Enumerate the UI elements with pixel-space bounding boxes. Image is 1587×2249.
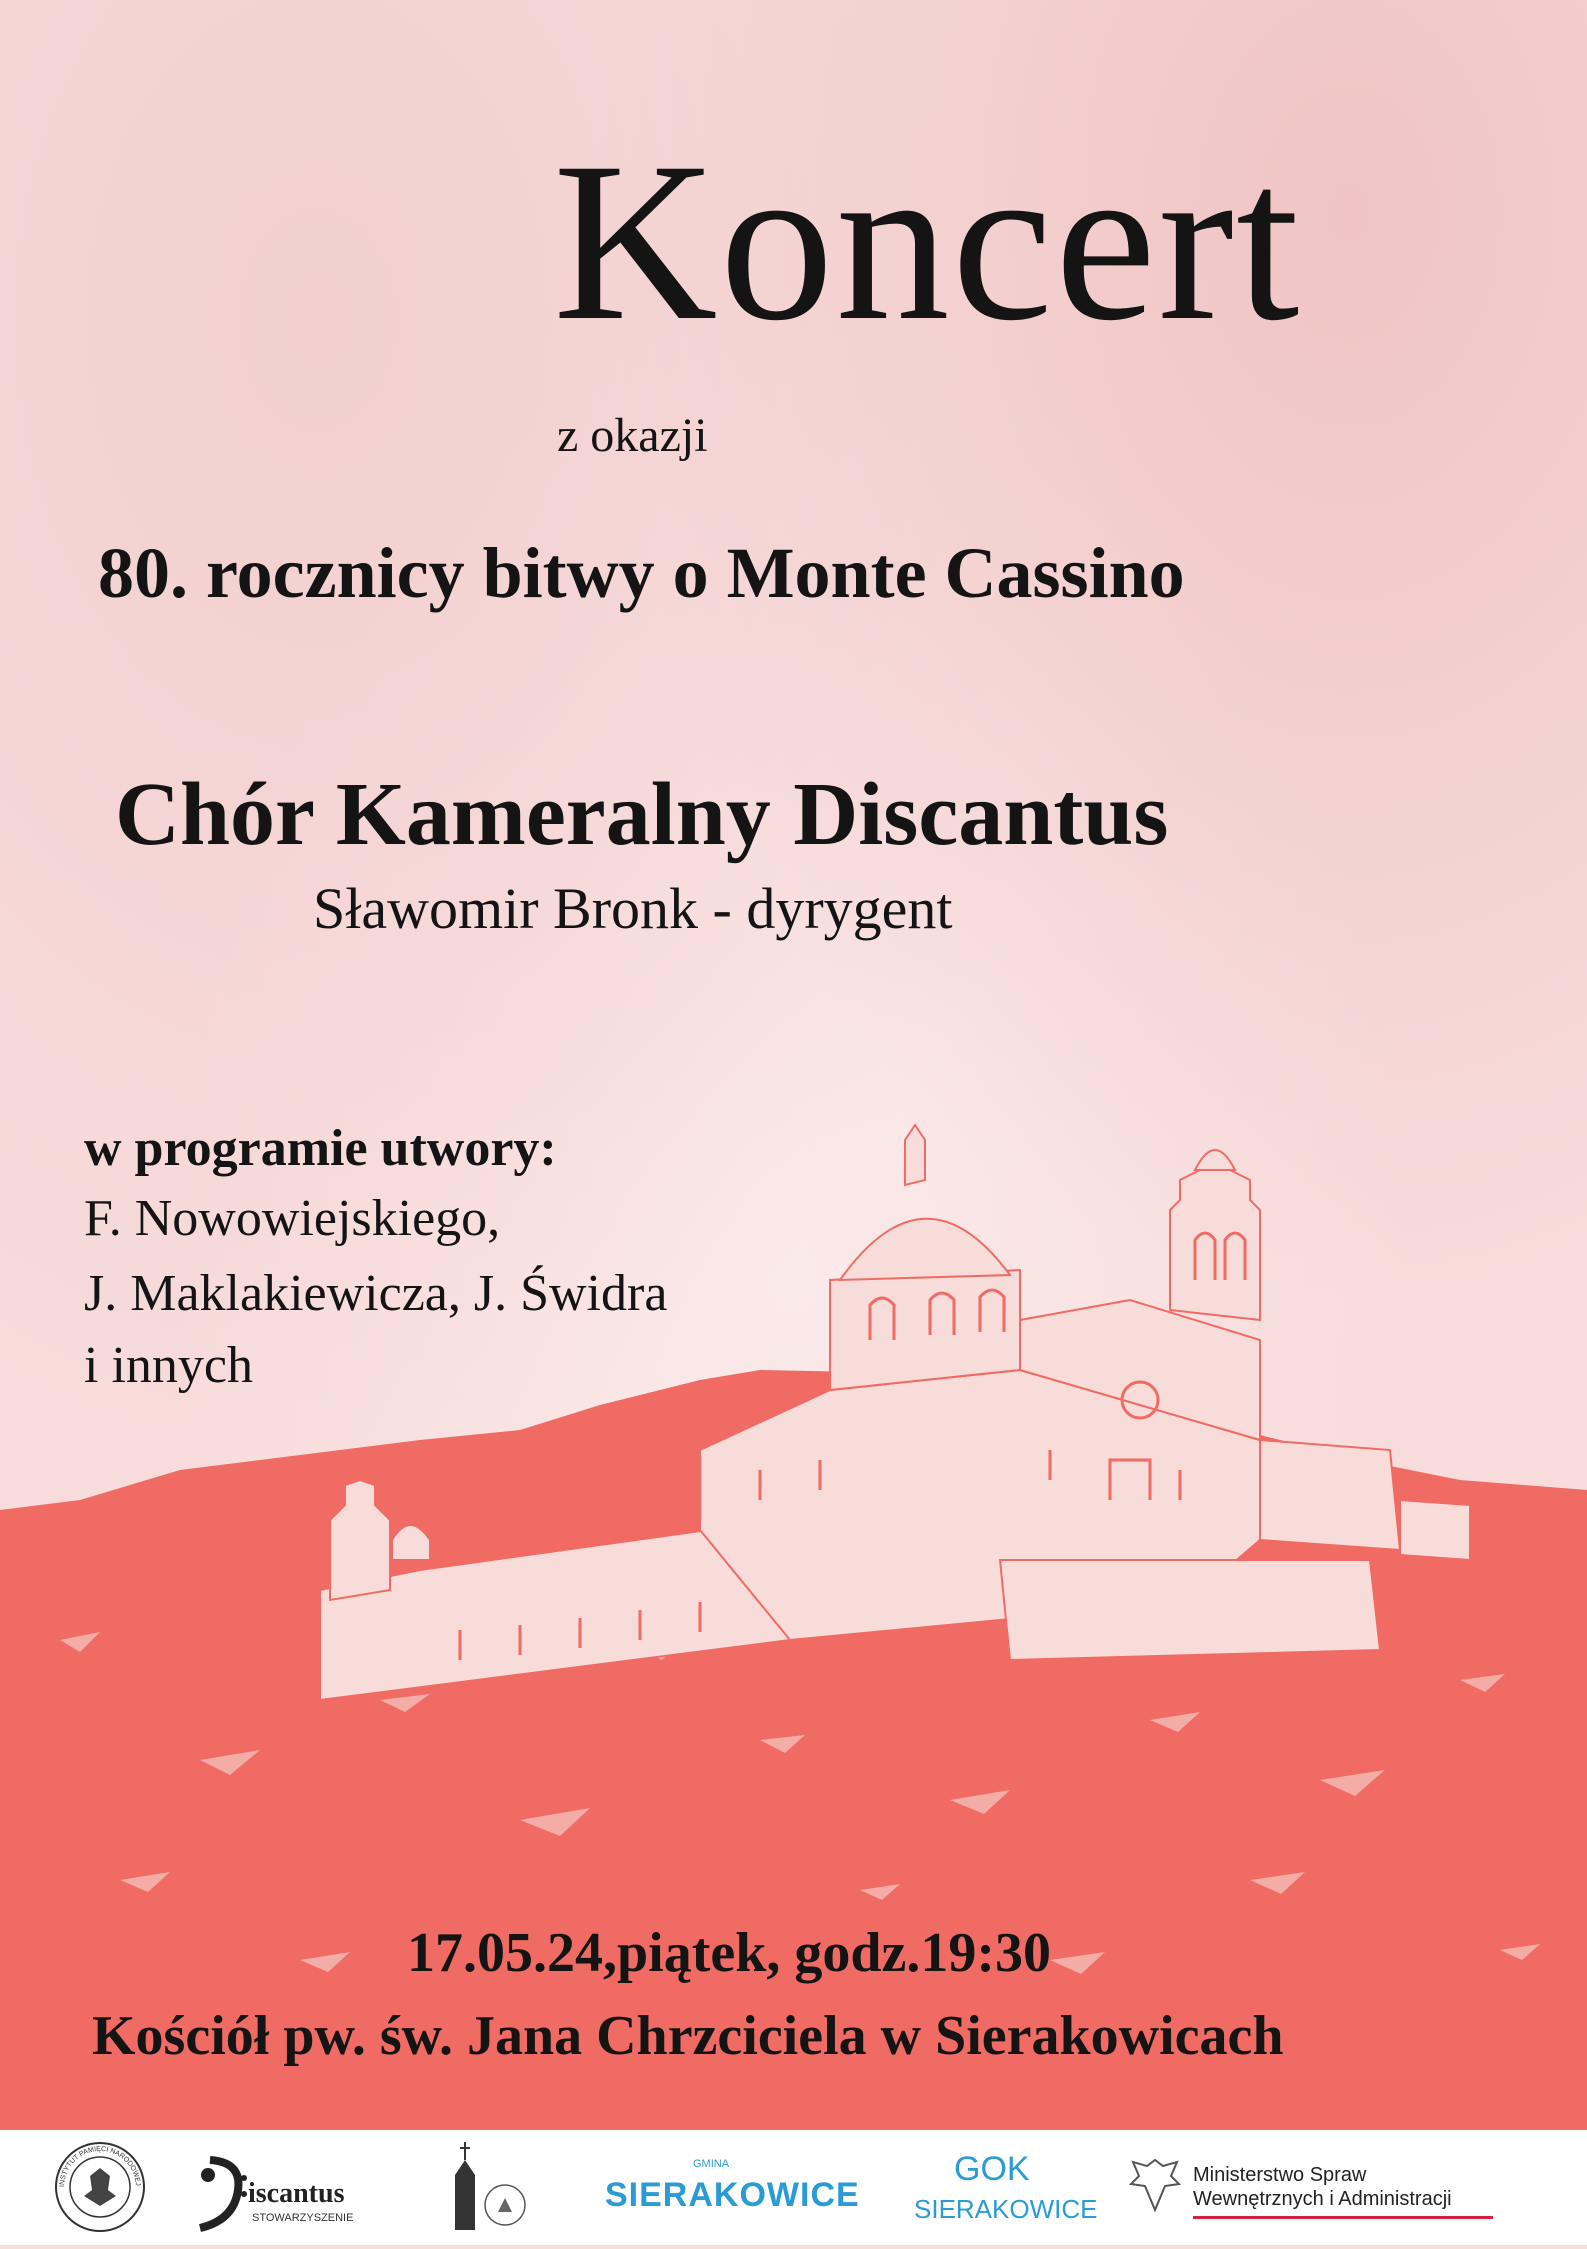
ipn-ring-text: INSTYTUT PAMIĘCI NARODOWEJ	[58, 2145, 142, 2188]
conductor-line: Sławomir Bronk - dyrygent	[313, 876, 953, 941]
occasion-line: 80. rocznicy bitwy o Monte Cassino	[98, 533, 1185, 613]
ministry-line2: Wewnętrznych i Administracji	[1193, 2188, 1452, 2210]
program-line: i innych	[84, 1337, 253, 1394]
gmina-small: GMINA	[693, 2158, 730, 2170]
gok-logo	[912, 2130, 1098, 2245]
ipn-logo	[50, 2130, 150, 2245]
ministry-red-line	[1193, 2216, 1493, 2219]
gok-sub: SIERAKOWICE	[914, 2194, 1098, 2224]
choir-name: Chór Kameralny Discantus	[115, 765, 1169, 864]
eagle-icon	[1125, 2130, 1185, 2245]
discantus-sub: STOWARZYSZENIE	[252, 2212, 354, 2224]
gmina-name: SIERAKOWICE	[605, 2176, 860, 2214]
discantus-name: iscantus	[248, 2178, 345, 2209]
discantus-logo	[180, 2130, 380, 2245]
church-icon	[440, 2130, 530, 2245]
parish-logo	[440, 2130, 530, 2245]
poster-title: Koncert	[553, 116, 1302, 368]
bass-clef-icon	[180, 2130, 250, 2245]
ipn-seal-icon	[50, 2130, 150, 2245]
ministry-line1: Ministerstwo Spraw	[1193, 2164, 1367, 2186]
program-line: J. Maklakiewicza, J. Świdra	[84, 1265, 668, 1322]
sponsor-footer	[0, 2130, 1587, 2245]
event-date: 17.05.24,piątek, godz.19:30	[407, 1922, 1051, 1984]
gmina-logo	[605, 2130, 860, 2245]
event-place: Kościół pw. św. Jana Chrzciciela w Sierakowicach	[92, 2005, 1284, 2067]
program-line: F. Nowowiejskiego,	[84, 1190, 501, 1247]
poster-subtitle: z okazji	[557, 409, 708, 462]
gok-name: GOK	[954, 2150, 1030, 2188]
program-heading: w programie utwory:	[84, 1120, 557, 1177]
ministry-logo	[1125, 2130, 1525, 2245]
